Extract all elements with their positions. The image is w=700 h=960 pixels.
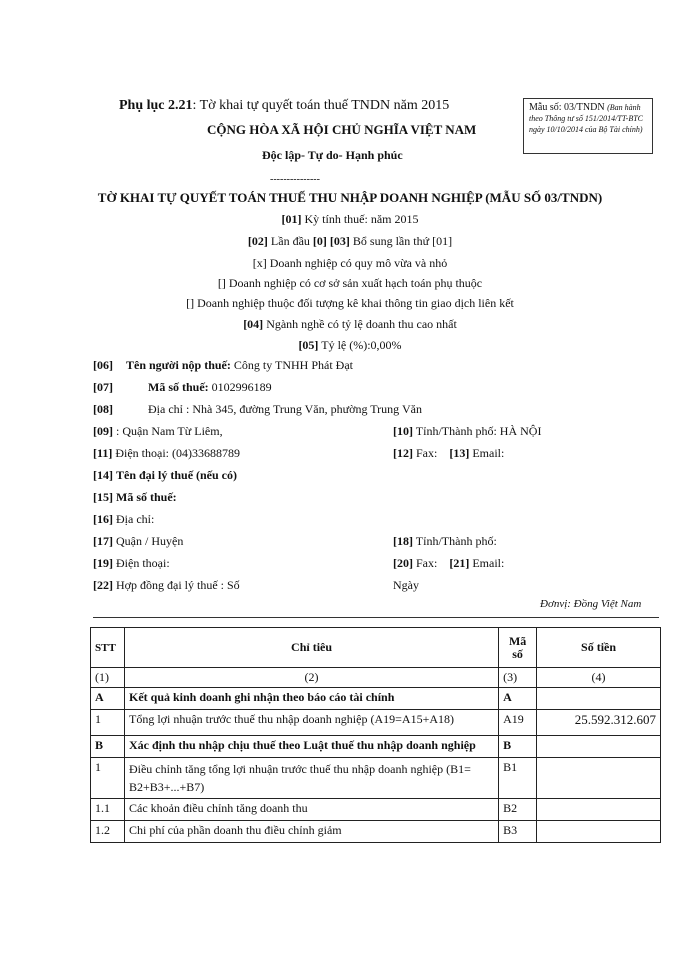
row-indicator: Chi phí của phần doanh thu điều chỉnh giảm [124, 821, 498, 843]
agent-district-code: [17] [93, 534, 113, 548]
taxpayer-district [93, 424, 223, 439]
taxpayer-fax-code: [12] [393, 446, 413, 460]
tax-period-text: Kỳ tính thuế: năm 2015 [304, 212, 419, 226]
taxpayer-name-value: Công ty TNHH Phát Đạt [233, 358, 353, 372]
taxpayer-fax-email [393, 446, 504, 461]
form-note: (Ban hành theo Thông tư số 151/2014/TT-BTC ngày 10/10/2014 của Bộ Tài chính) [529, 103, 644, 134]
row-stt: 1 [91, 758, 125, 799]
row-amount [537, 688, 661, 710]
header-stt: STT [91, 628, 125, 668]
taxpayer-city [393, 424, 541, 439]
agent-name-label: Tên đại lý thuế (nếu có) [116, 468, 238, 482]
first-time-value: [0] [312, 234, 327, 248]
divider-line [93, 617, 659, 618]
table-header-row [91, 628, 661, 668]
taxpayer-phone [93, 446, 240, 461]
taxpayer-tax-code-label: Mã số thuế: [148, 380, 209, 394]
row-code: B2 [499, 799, 537, 821]
tax-period [0, 212, 700, 227]
row-amount [537, 758, 661, 799]
first-time-code: [02] [247, 234, 268, 248]
taxpayer-tax-code-value: 0102996189 [211, 380, 272, 394]
agent-city-code: [18] [393, 534, 413, 548]
table-row [91, 758, 661, 799]
taxpayer-phone-text: Điện thoại: (04)33688789 [115, 446, 240, 460]
agent-phone-label: Điện thoại: [116, 556, 170, 570]
row-amount [537, 736, 661, 758]
row-indicator: Kết quả kinh doanh ghi nhận theo báo cáo tài chính [124, 688, 498, 710]
agent-address-code: [16] [93, 512, 113, 526]
table-row [91, 799, 661, 821]
form-title: TỜ KHAI TỰ QUYẾT TOÁN THUẾ THU NHẬP DOANH NGHIỆP (MẪU SỐ 03/TNDN) [97, 190, 603, 205]
header-indicator: Chỉ tiêu [124, 628, 498, 668]
row-code: B1 [499, 758, 537, 799]
supplement-value: [01] [432, 234, 453, 248]
taxpayer-address: Địa chỉ : Nhà 345, đường Trung Văn, phường Trung Văn [148, 402, 422, 416]
agent-email-label: Email: [472, 556, 505, 570]
taxpayer-email-label: Email: [472, 446, 505, 460]
row-amount: 25.592.312.607 [537, 710, 661, 736]
agent-district [93, 534, 183, 549]
currency-unit: Đơnvị: Đồng Việt Nam [540, 598, 642, 610]
revenue-ratio [0, 338, 700, 353]
row-stt: 1.2 [91, 821, 125, 843]
tax-period-code: [01] [281, 212, 302, 226]
option-sme: [x] Doanh nghiệp có quy mô vừa và nhỏ [252, 256, 448, 270]
taxpayer-name-code: [06] [93, 358, 113, 372]
agent-city [393, 534, 497, 549]
row-indicator: Tổng lợi nhuận trước thuế thu nhập doanh nghiệp (A19=A15+A18) [124, 710, 498, 736]
col-number-4: (4) [537, 668, 661, 688]
taxpayer-fax-label: Fax: [416, 446, 438, 460]
col-number-1: (1) [91, 668, 125, 688]
taxpayer-name-label: Tên người nộp thuế: [126, 358, 231, 372]
indicator-table [90, 627, 661, 843]
row-amount [537, 821, 661, 843]
row-stt: A [91, 688, 125, 710]
agent-contract [93, 578, 240, 593]
agent-name [93, 468, 237, 483]
taxpayer-tax-code-code: [07] [93, 380, 113, 394]
row-stt: B [91, 736, 125, 758]
agent-fax-label: Fax: [416, 556, 438, 570]
row-code: A [499, 688, 537, 710]
row-indicator: Xác định thu nhập chịu thuế theo Luật thuế thu nhập doanh nghiệp [124, 736, 498, 758]
agent-city-label: Tỉnh/Thành phố: [415, 534, 497, 548]
header-amount: Số tiền [537, 628, 661, 668]
taxpayer-email-code: [13] [449, 446, 470, 460]
col-number-3: (3) [499, 668, 537, 688]
option-dependent-unit: [] Doanh nghiệp có cơ sở sản xuất hạch toán phụ thuộc [217, 276, 483, 290]
form-code-box [523, 98, 653, 154]
first-time-label: Lần đầu [270, 234, 310, 248]
agent-fax-code: [20] [393, 556, 413, 570]
table-row [91, 821, 661, 843]
form-code: Mẫu số: 03/TNDN [529, 102, 605, 113]
agent-tax-code [93, 490, 177, 505]
motto: Độc lập- Tự do- Hạnh phúc [262, 148, 403, 162]
row-indicator: Các khoản điều chỉnh tăng doanh thu [124, 799, 498, 821]
ratio-text: Tỷ lệ (%):0,00% [321, 338, 402, 352]
country-name: CỘNG HÒA XÃ HỘI CHỦ NGHĨA VIỆT NAM [207, 122, 477, 137]
column-number-row [91, 668, 661, 688]
taxpayer-tax-code [148, 380, 272, 395]
agent-address-label: Địa chỉ: [116, 512, 155, 526]
row-code: B3 [499, 821, 537, 843]
appendix-label: Phụ lục 2.21 [119, 98, 193, 113]
agent-name-code: [14] [93, 468, 113, 482]
taxpayer-district-code: [09] [93, 424, 113, 438]
row-stt: 1 [91, 710, 125, 736]
row-code: B [499, 736, 537, 758]
row-amount [537, 799, 661, 821]
agent-tax-code-label: Mã số thuế: [116, 490, 177, 504]
supplement-code: [03] [329, 234, 350, 248]
table-row [91, 736, 661, 758]
taxpayer-district-text: : Quận Nam Từ Liêm, [116, 424, 223, 438]
taxpayer-address-code: [08] [93, 402, 113, 416]
taxpayer-city-text: Tỉnh/Thành phố: HÀ NỘI [415, 424, 542, 438]
agent-fax-email [393, 556, 504, 571]
industry-code: [04] [243, 317, 264, 331]
agent-contract-date: Ngày [393, 578, 419, 592]
declaration-type [0, 234, 700, 249]
agent-contract-code: [22] [93, 578, 113, 592]
ratio-code: [05] [298, 338, 319, 352]
agent-email-code: [21] [449, 556, 470, 570]
appendix-heading [119, 98, 449, 114]
industry-text: Ngành nghề có tỷ lệ doanh thu cao nhất [266, 317, 457, 331]
taxpayer-phone-code: [11] [93, 446, 113, 460]
option-related-party: [] Doanh nghiệp thuộc đối tượng kê khai thông tin giao dịch liên kết [186, 296, 514, 310]
taxpayer-city-code: [10] [393, 424, 413, 438]
table-row [91, 688, 661, 710]
row-code: A19 [499, 710, 537, 736]
col-number-2: (2) [124, 668, 498, 688]
table-row [91, 710, 661, 736]
agent-phone-code: [19] [93, 556, 113, 570]
supplement-label: Bổ sung lần thứ [352, 234, 430, 248]
appendix-title: : Tờ khai tự quyết toán thuế TNDN năm 2015 [192, 98, 450, 113]
main-industry [0, 317, 700, 332]
agent-contract-label: Hợp đồng đại lý thuế : Số [116, 578, 240, 592]
row-stt: 1.1 [91, 799, 125, 821]
header-code: Mã số [499, 628, 537, 668]
agent-district-label: Quận / Huyện [116, 534, 184, 548]
agent-address [93, 512, 154, 527]
divider: --------------- [270, 174, 320, 185]
row-indicator: Điều chỉnh tăng tổng lợi nhuận trước thuế thu nhập doanh nghiệp (B1= B2+B3+...+B7) [124, 758, 498, 799]
agent-tax-code-code: [15] [93, 490, 113, 504]
taxpayer-name [126, 358, 353, 373]
agent-phone [93, 556, 170, 571]
